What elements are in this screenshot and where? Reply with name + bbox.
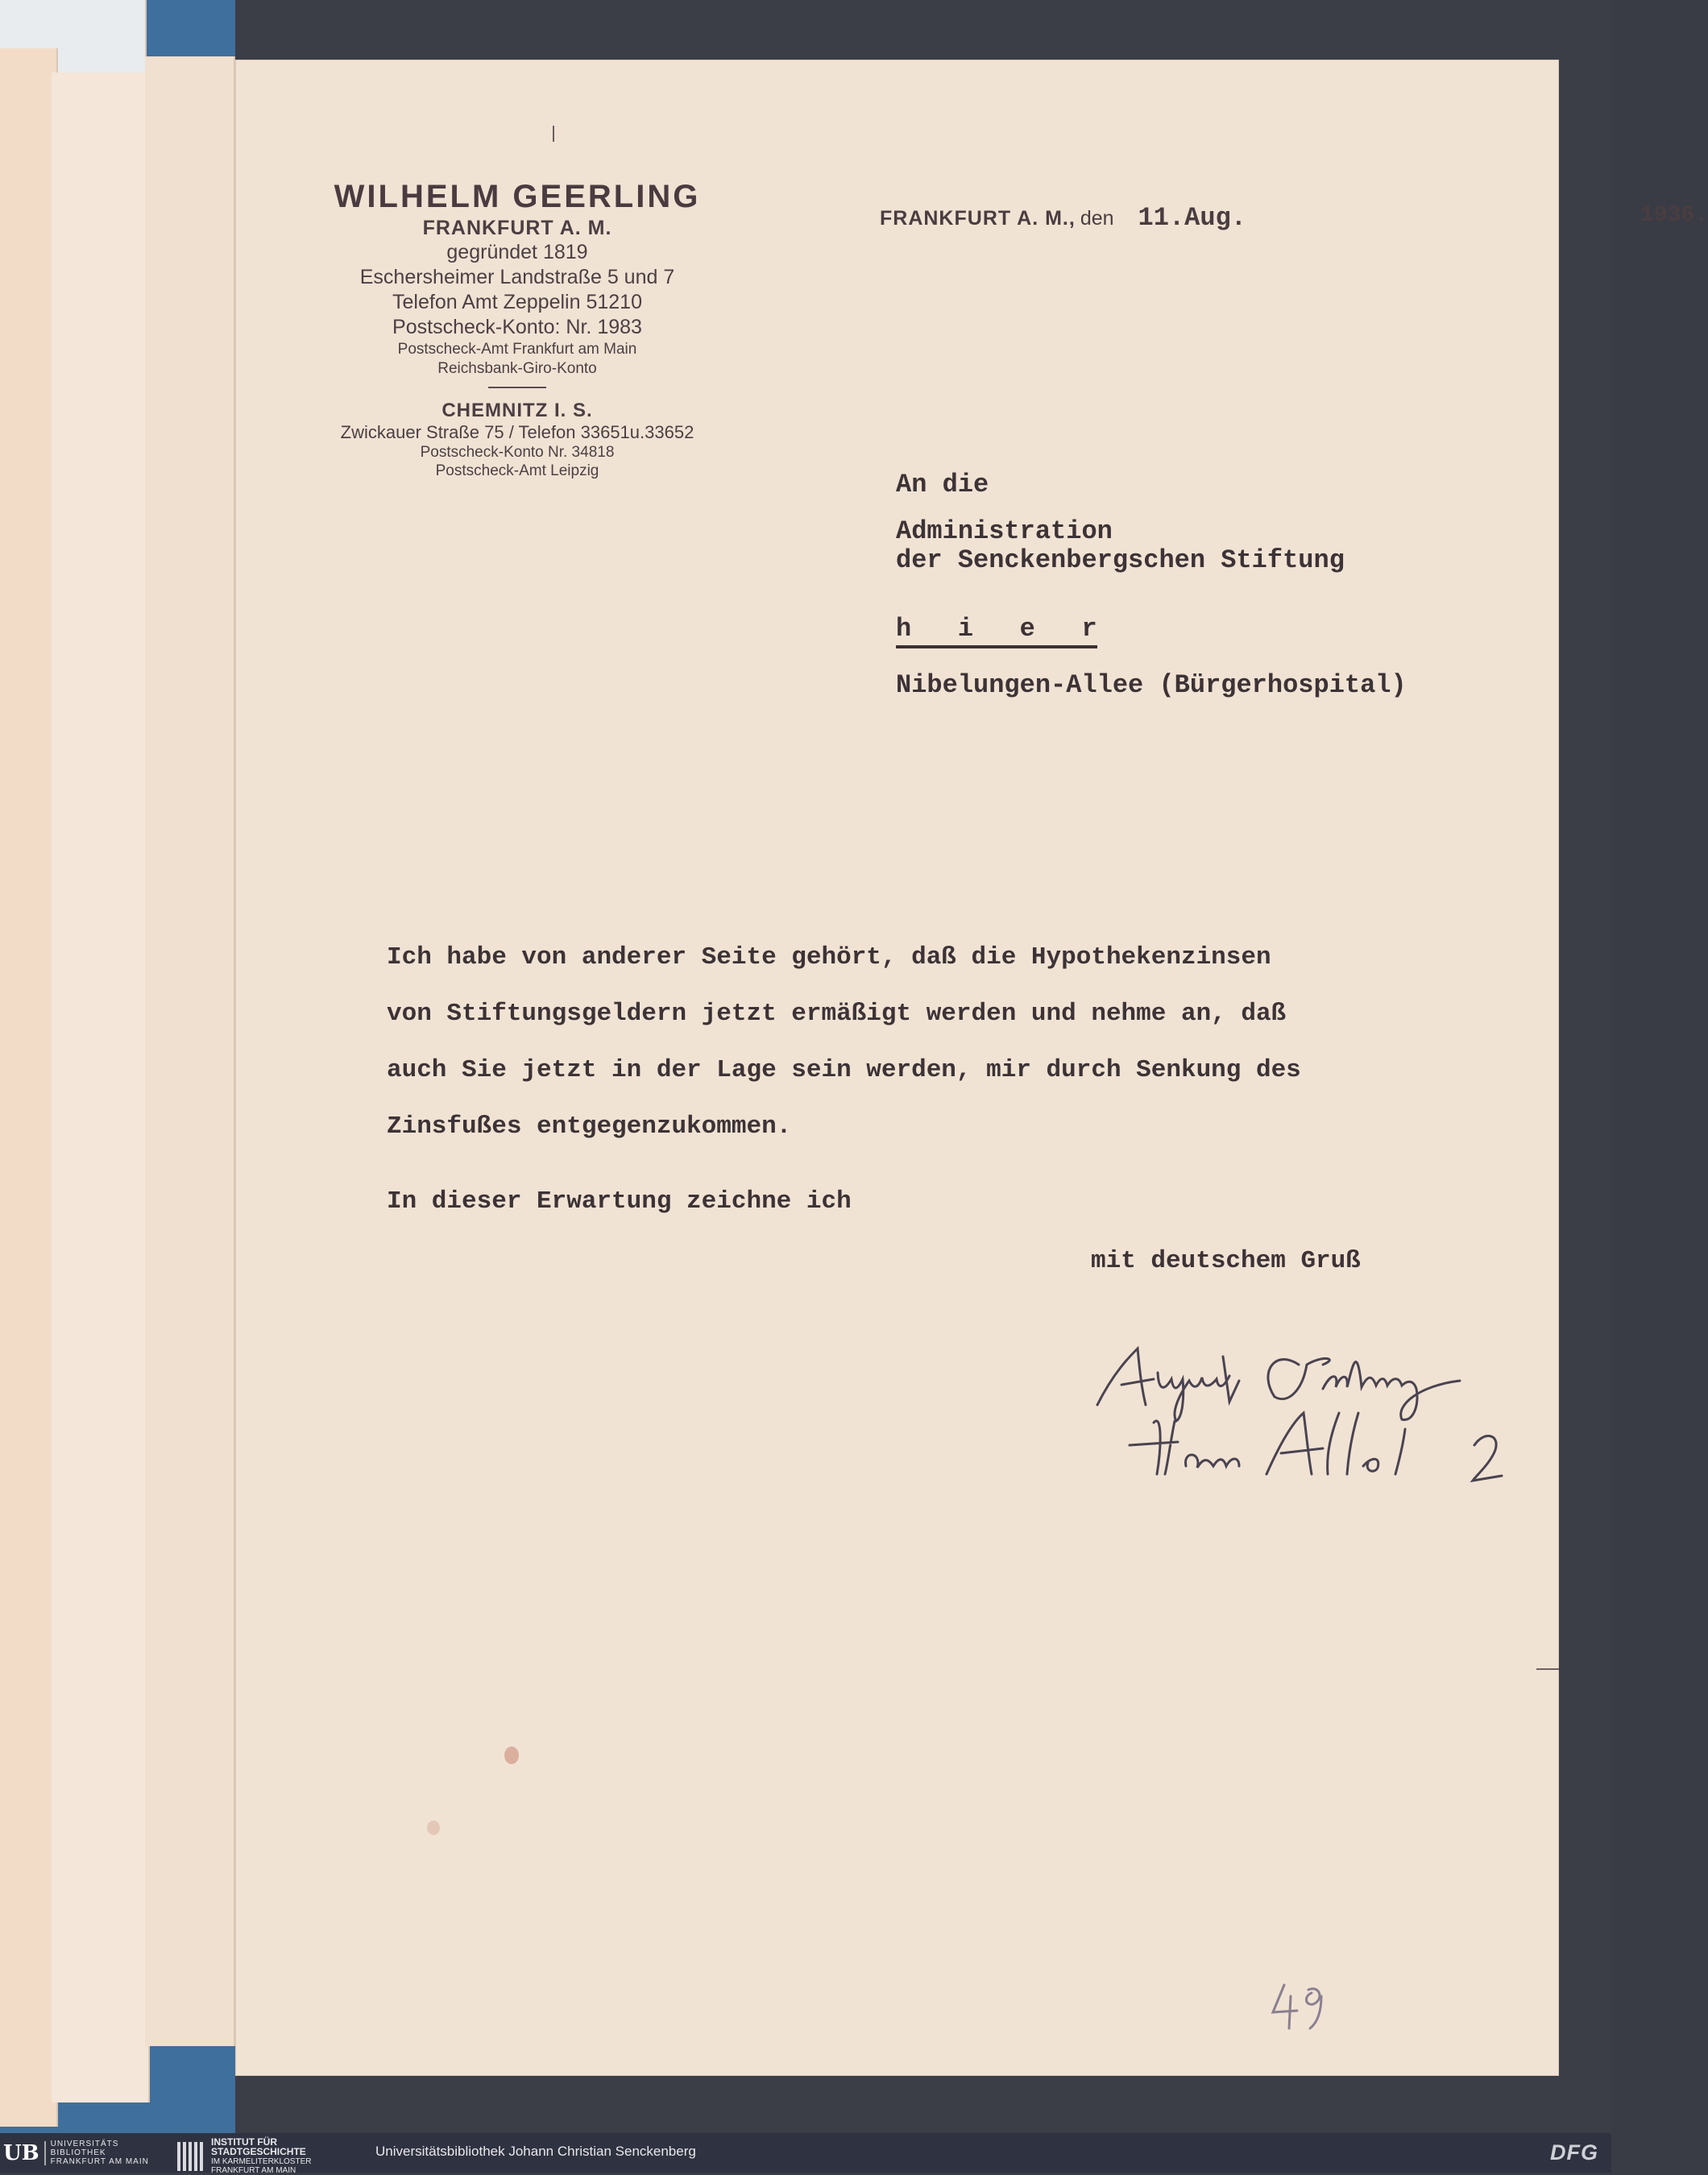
ub-mark-text: UB xyxy=(3,2141,46,2165)
recipient-address xyxy=(896,470,1345,575)
letterhead xyxy=(259,179,775,480)
body-line: auch Sie jetzt in der Lage sein werden, mir durch Senkung des xyxy=(387,1056,1301,1084)
ub-subtitle-line: UNIVERSITÄTS xyxy=(50,2140,119,2148)
company-phone: Telefon Amt Zeppelin 51210 xyxy=(392,291,642,313)
underlying-sheet-2 xyxy=(52,72,150,2102)
ub-logo[interactable] xyxy=(3,2140,149,2166)
den-word: den xyxy=(1080,207,1114,230)
signature-first-name-stroke xyxy=(1097,1348,1239,1421)
greeting-line: mit deutschem Gruß xyxy=(1091,1247,1361,1275)
closing-line: In dieser Erwartung zeichne ich xyxy=(387,1187,852,1216)
archive-number-pencil xyxy=(1268,1978,1333,2035)
branch-address: Zwickauer Straße 75 / Telefon 33651u.33652 xyxy=(340,422,694,442)
ub-subtitle xyxy=(51,2140,149,2166)
branch-postcheck-office: Postscheck-Amt Leipzig xyxy=(435,462,599,479)
ifs-line: INSTITUT FÜR xyxy=(211,2136,277,2148)
ifs-line: FRANKFURT AM MAIN xyxy=(211,2166,296,2175)
paper-stain xyxy=(504,1746,519,1764)
company-city: FRANKFURT A. M. xyxy=(422,217,612,239)
ub-subtitle-line: FRANKFURT AM MAIN xyxy=(50,2157,149,2166)
columns-icon xyxy=(177,2142,205,2171)
recipient-street: Nibelungen-Allee (Bürgerhospital) xyxy=(896,670,1407,700)
branch-postcheck-account: Postscheck-Konto Nr. 34818 xyxy=(420,444,615,461)
date-year: 1936. xyxy=(1640,203,1708,228)
company-name: WILHELM GEERLING xyxy=(334,179,701,214)
place-date-line xyxy=(880,203,1708,233)
ifs-text xyxy=(211,2138,311,2175)
ifs-line: IM KARMELITERKLOSTER xyxy=(211,2157,312,2166)
postcheck-account: Postscheck-Konto: Nr. 1983 xyxy=(392,316,642,338)
giro-account: Reichsbank-Giro-Konto xyxy=(437,360,597,377)
handwritten-signature xyxy=(1081,1284,1532,1494)
company-address: Eschersheimer Landstraße 5 und 7 xyxy=(359,266,675,288)
dfg-logo[interactable]: DFG xyxy=(1550,2140,1598,2165)
underlying-sheet-1 xyxy=(0,48,58,2127)
recipient-line: Administration xyxy=(896,516,1113,546)
footer-bar xyxy=(0,2133,1611,2173)
recipient-hier: h i e r xyxy=(896,614,1097,648)
letter-body xyxy=(387,930,1301,1155)
place: FRANKFURT A. M., xyxy=(880,207,1076,230)
body-line: von Stiftungsgeldern jetzt ermäßigt werden und nehme an, daß xyxy=(387,1000,1287,1028)
postcheck-office: Postscheck-Amt Frankfurt am Main xyxy=(397,341,637,358)
signature-surname-stroke xyxy=(1268,1358,1460,1419)
recipient-line: der Senckenbergschen Stiftung xyxy=(896,545,1345,575)
ifs-line: STADTGESCHICHTE xyxy=(211,2146,306,2157)
body-line: Ich habe von anderer Seite gehört, daß die Hypothekenzinsen xyxy=(387,943,1271,972)
paper-stain xyxy=(427,1821,440,1835)
fold-tick xyxy=(553,126,554,142)
date-day-month: 11.Aug. xyxy=(1138,203,1246,233)
ub-subtitle-line: BIBLIOTHEK xyxy=(50,2148,106,2157)
signature-address-stroke xyxy=(1130,1413,1405,1474)
founded-line: gegründet 1819 xyxy=(446,241,588,263)
signature-number-stroke xyxy=(1473,1436,1502,1481)
page-edge-mark xyxy=(1536,1668,1559,1670)
underlying-sheet-3 xyxy=(145,56,235,2046)
letter-page xyxy=(235,60,1708,2076)
letterhead-divider xyxy=(488,387,546,388)
body-line: Zinsfußes entgegenzukommen. xyxy=(387,1112,792,1141)
branch-city: CHEMNITZ I. S. xyxy=(442,400,593,421)
library-name-link[interactable]: Universitätsbibliothek Johann Christian Senckenberg xyxy=(375,2144,696,2159)
recipient-line: An die xyxy=(896,470,989,499)
ifs-logo[interactable] xyxy=(177,2138,311,2175)
